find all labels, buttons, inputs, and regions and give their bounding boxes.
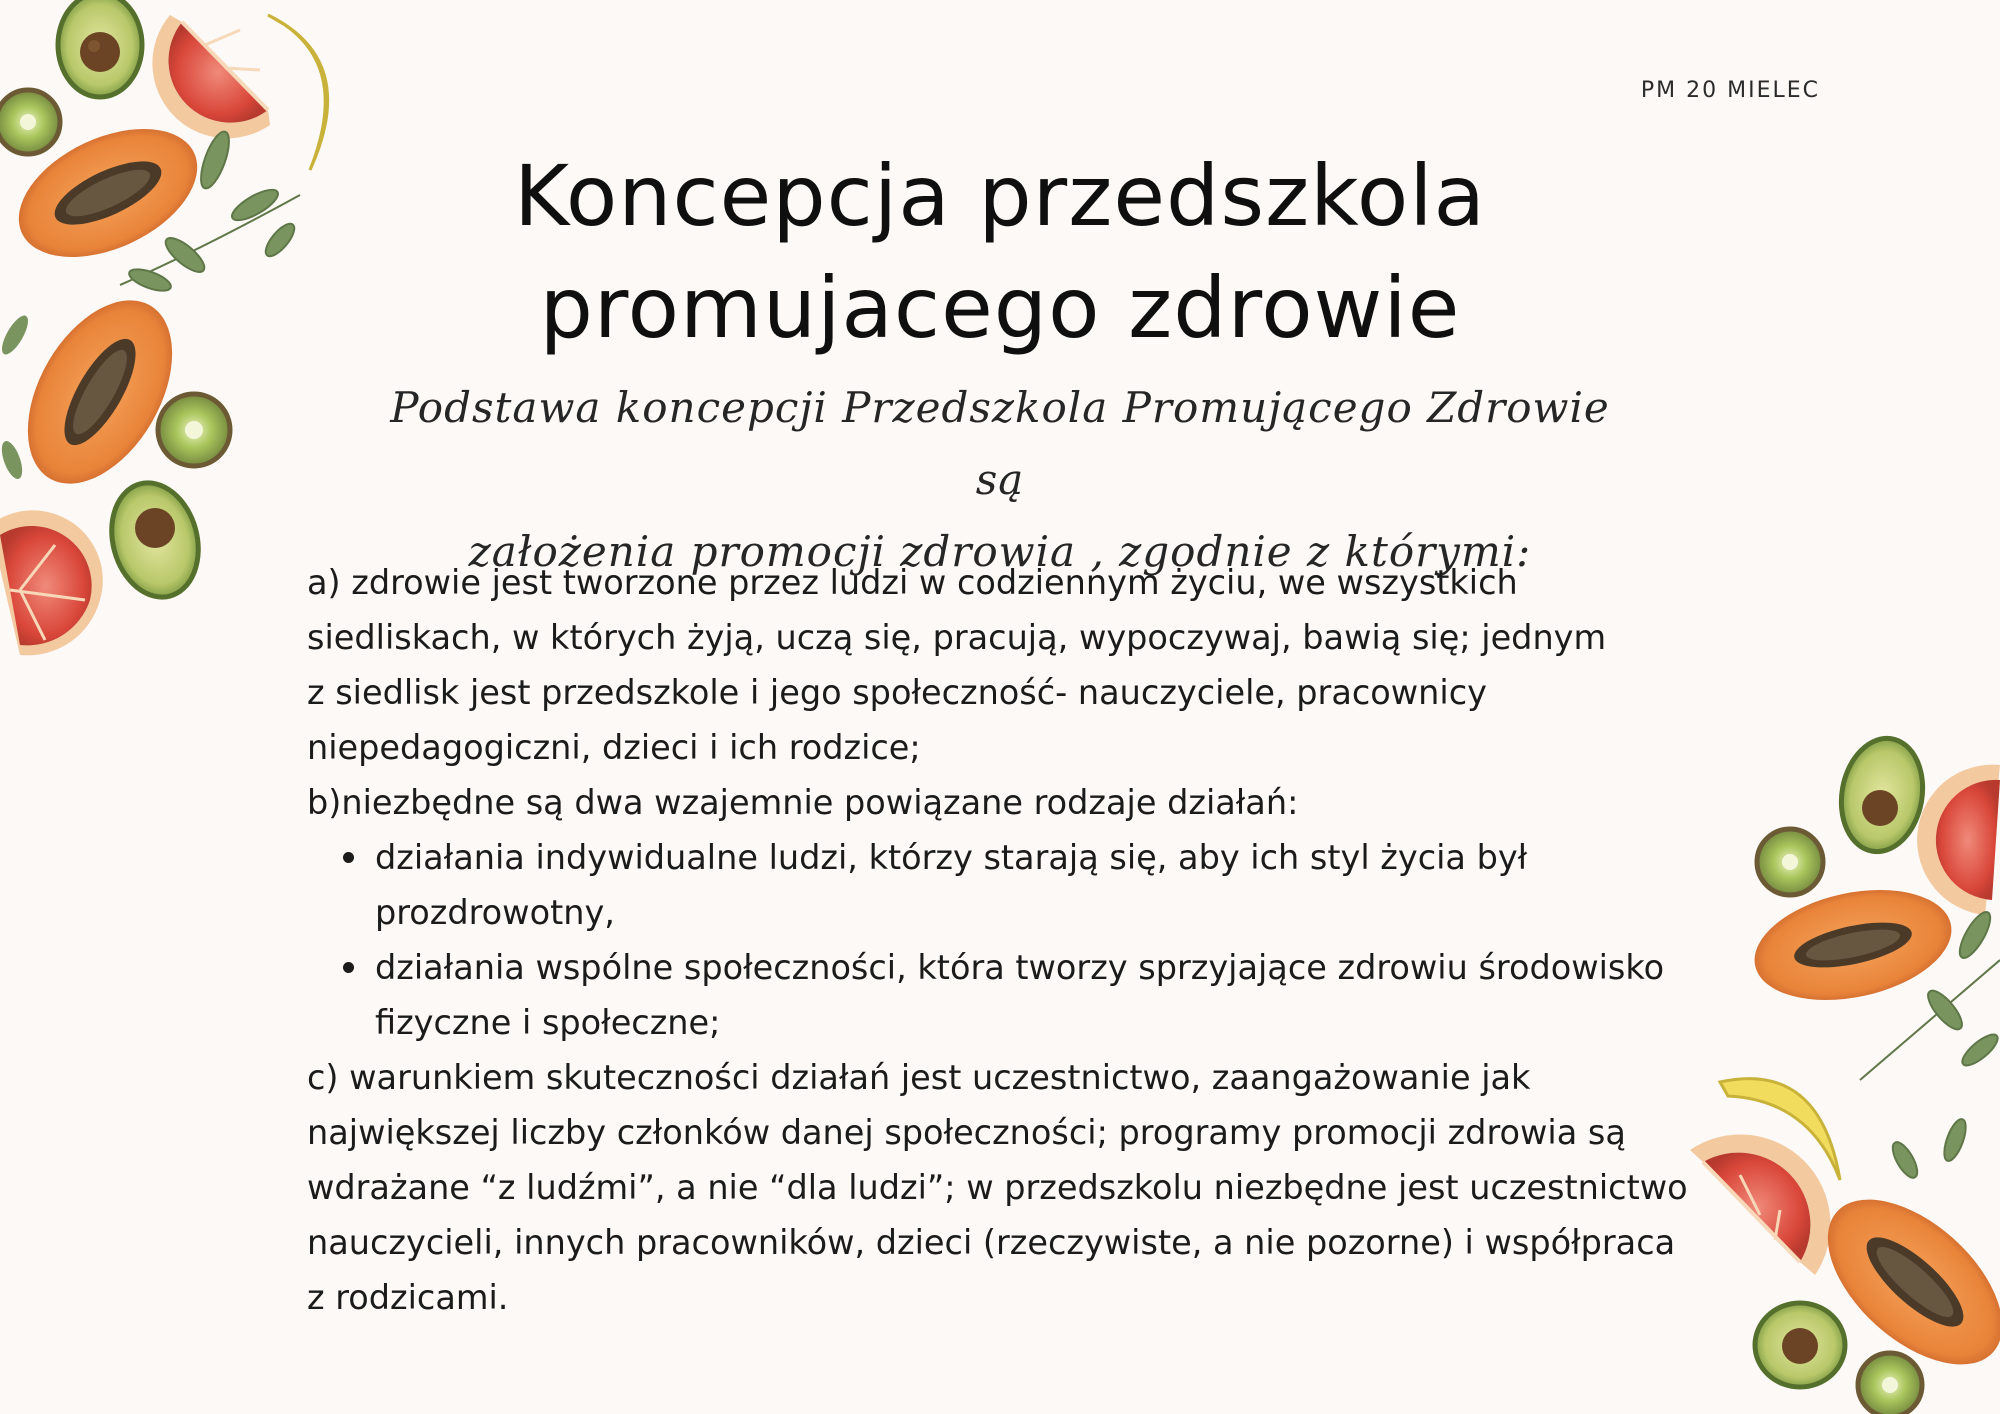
paragraph-a: [307, 555, 1727, 775]
banana-illustration: [1720, 1079, 1840, 1180]
text-line: z rodzicami.: [307, 1278, 509, 1317]
papaya-illustration: [0, 275, 202, 508]
subtitle-line-1: Podstawa koncepcji Przedszkola Promującego Zdrowie są: [390, 383, 1610, 504]
title-line-2: promujacego zdrowie: [539, 259, 1461, 357]
title-line-1: Koncepcja przedszkola: [513, 147, 1487, 245]
kiwi-illustration: [1757, 829, 1823, 895]
text-line: działania wspólne społeczności, która tworzy sprzyjające zdrowiu środowisko: [375, 948, 1665, 987]
text-line: a) zdrowie jest tworzone przez ludzi w codziennym życiu, we wszystkich: [307, 563, 1518, 602]
text-line: siedliskach, w których żyją, uczą się, pracują, wypoczywaj, bawią się; jednym: [307, 618, 1607, 657]
bullet-icon: [343, 852, 354, 863]
text-line: wdrażane “z ludźmi”, a nie “dla ludzi”; w przedszkolu niezbędne jest uczestnictwo: [307, 1168, 1688, 1207]
text-line: nauczycieli, innych pracowników, dzieci (rzeczywiste, a nie pozorne) i współpraca: [307, 1223, 1676, 1262]
text-line: b)niezbędne są dwa wzajemnie powiązane rodzaje działań:: [307, 783, 1299, 822]
papaya-illustration: [1798, 1169, 2000, 1396]
leaf-sprig-illustration: [1860, 908, 2000, 1181]
text-line: fizyczne i społeczne;: [375, 1003, 721, 1042]
body-text: [307, 555, 1727, 1325]
grapefruit-illustration: [1917, 765, 2000, 915]
kiwi-illustration: [0, 90, 60, 154]
page-title: [430, 140, 1570, 364]
list-item: [307, 830, 1727, 940]
papaya-illustration: [0, 103, 217, 283]
text-line: prozdrowotny,: [375, 893, 615, 932]
banana-illustration: [268, 15, 328, 170]
kiwi-illustration: [1858, 1353, 1922, 1414]
text-line: największej liczby członków danej społeczności; programy promocji zdrowia są: [307, 1113, 1626, 1152]
text-line: działania indywidualne ludzi, którzy starają się, aby ich styl życia był: [375, 838, 1528, 877]
grapefruit-illustration: [0, 510, 103, 655]
avocado-illustration: [99, 473, 210, 607]
list-item: [307, 940, 1727, 1050]
paragraph-b: [307, 775, 1727, 1050]
subtitle-line-2: założenia promocji zdrowia , zgodnie z którymi:: [468, 527, 1532, 576]
text-line: c) warunkiem skuteczności działań jest uczestnictwo, zaangażowanie jak: [307, 1058, 1531, 1097]
papaya-illustration: [1744, 873, 1961, 1016]
kiwi-illustration: [158, 394, 230, 466]
text-line: z siedlisk jest przedszkole i jego społeczność- nauczyciele, pracownicy: [307, 673, 1487, 712]
bullet-list: [307, 830, 1727, 1050]
leaf-sprig-illustration: [0, 312, 33, 482]
bullet-icon: [343, 962, 354, 973]
school-label: PM 20 MIELEC: [1640, 78, 1820, 103]
paragraph-c: [307, 1050, 1727, 1325]
avocado-illustration: [1833, 732, 1932, 858]
grapefruit-illustration: [152, 15, 270, 138]
leaf-sprig-illustration: [120, 128, 300, 295]
text-line: niepedagogiczni, dzieci i ich rodzice;: [307, 728, 921, 767]
avocado-illustration: [1755, 1303, 1845, 1387]
avocado-illustration: [58, 0, 142, 97]
